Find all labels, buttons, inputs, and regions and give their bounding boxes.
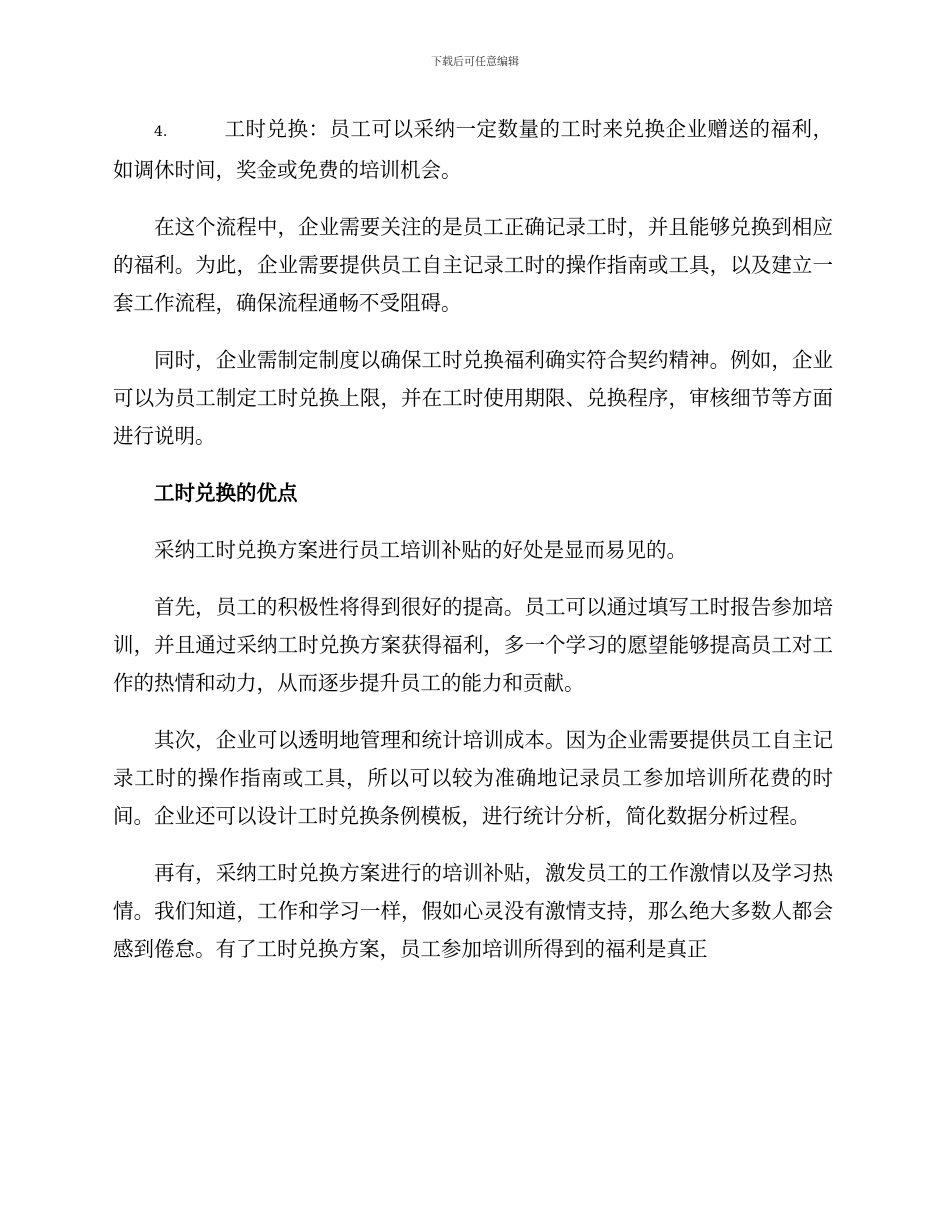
list-item-4 (113, 110, 833, 189)
list-item-number: 4. (154, 124, 168, 140)
page-header: 下载后可任意编辑 (431, 55, 519, 68)
paragraph: 再有，采纳工时兑换方案进行的培训补贴，激发员工的工作激情以及学习热情。我们知道，工作和学习一样，假如心灵没有激情支持，那么绝大多数人都会感到倦怠。有了工时兑换方案，员工参加培训所得到的福利是真正 (113, 861, 833, 961)
paragraph: 同时，企业需制定制度以确保工时兑换福利确实符合契约精神。例如，企业可以为员工制定工时兑换上限，并在工时使用期限、兑换程序，审核细节等方面进行说明。 (113, 348, 833, 448)
paragraph: 采纳工时兑换方案进行员工培训补贴的好处是显而易见的。 (154, 538, 687, 562)
paragraph: 其次，企业可以透明地管理和统计培训成本。因为企业需要提供员工自主记录工时的操作指南或工具，所以可以较为准确地记录员工参加培训所花费的时间。企业还可以设计工时兑换条例模板，进行统计分析，简化数据分析过程。 (113, 728, 833, 828)
list-item-text: 工时兑换：员工可以采纳一定数量的工时来兑换企业赠送的福利，如调休时间，奖金或免费的培训机会。 (113, 117, 833, 182)
paragraph: 首先，员工的积极性将得到很好的提高。员工可以通过填写工时报告参加培训，并且通过采纳工时兑换方案获得福利，多一个学习的愿望能够提高员工对工作的热情和动力，从而逐步提升员工的能力和贡献。 (113, 595, 833, 695)
paragraph: 在这个流程中，企业需要关注的是员工正确记录工时，并且能够兑换到相应的福利。为此，企业需要提供员工自主记录工时的操作指南或工具，以及建立一套工作流程，确保流程通畅不受阻碍。 (113, 215, 833, 315)
section-heading: 工时兑换的优点 (154, 481, 298, 505)
document-body (113, 110, 833, 987)
